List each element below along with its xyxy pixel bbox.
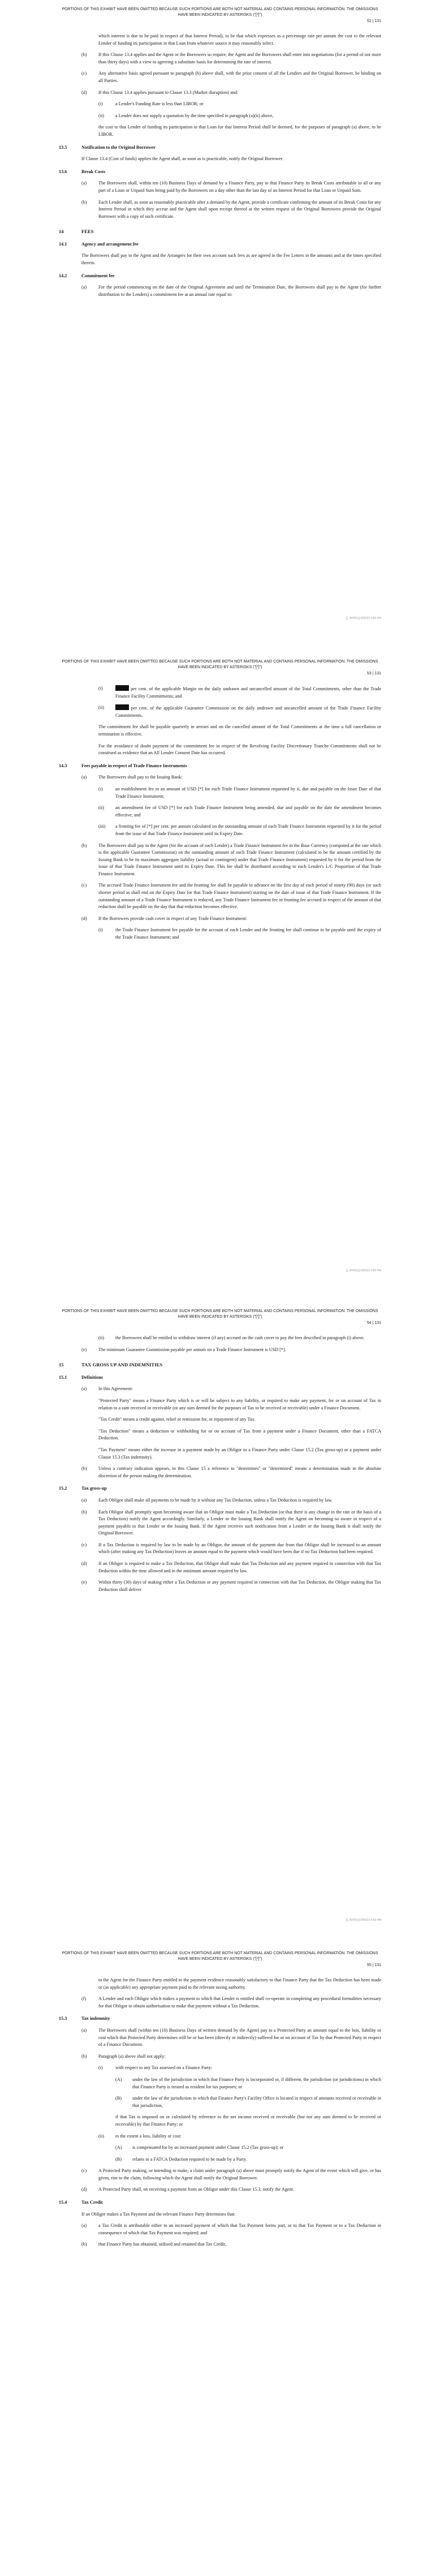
paragraph: The Borrowers shall pay to the Agent and the Arrangers for their own account such fees as are agreed in the Fee Letters in the amounts and at the times specified therein. xyxy=(81,253,381,266)
redaction-block xyxy=(115,704,129,710)
list-item: (B) under the law of the jurisdiction in which that Finance Party's Facility Office is located in respect of amounts received or receivable in that jurisdiction, xyxy=(115,2096,381,2108)
list-item: (ii) an amendment fee of USD [*] for each Trade Finance Instrument being amended, due and payable on the date the amendment becomes effective; and xyxy=(98,805,381,818)
redaction-block xyxy=(115,685,129,691)
page-content xyxy=(59,1977,381,2253)
list-item: (e) The minimum Guarantee Commission payable per annum on a Trade Finance Instrument is USD [*]. xyxy=(81,1347,286,1352)
paragraph: If Clause 13.4 (Cost of funds) applies the Agent shall, as soon as is practicable, notify the Original Borrower. xyxy=(81,156,283,162)
section-heading: 15.4 Tax Credit xyxy=(59,2200,103,2205)
list-item: (b) If this Clause 13.4 applies and the Agent or the Borrowers so require, the Agent and the Borrowers shall enter into negotiations (for a period of not more than thirty days) with a view to agreeing a substitute basis for determining the rate of interest. xyxy=(81,52,381,64)
page-number: 54 | 131 xyxy=(366,1321,381,1325)
list-item: (b) Each Obligor shall promptly upon becoming aware that an Obligor must make a Tax Deduction (or that there is any change in the rate or the basis of a Tax Deduction) notify the Agent accordingly. Similarly, a Lender or the Issuing Bank shall notify the Agent on becoming so aware in respect of a payment payable to that Lender or the Issuing Bank. If the Agent receives such notification from a Lender or the Issuing Bank it shall notify the Original Borrower. xyxy=(81,1509,381,1536)
list-item: (A) is compensated for by an increased payment under Clause 15.2 (Tax gross-up); or xyxy=(115,2145,284,2151)
list-item: (a) The Borrowers shall pay to the Issuing Bank: xyxy=(81,775,183,780)
redaction-notice-header: PORTIONS OF THIS EXHIBIT HAVE BEEN OMITTED BECAUSE SUCH PORTIONS ARE BOTH NOT MATERIAL AND CONTAINS PERSONAL INFORMATION. THE OMISSIONS HAVE BEEN INDICATED BY ASTERISKS ("[*]") xyxy=(62,1951,378,1961)
paragraph: which interest is due to be paid in respect of that Interest Period), to be that which expresses as a percentage rate per annum the cost to the relevant Lender of funding its participation in that Loan from whatever source it may reasonably select. xyxy=(98,33,381,46)
document-page xyxy=(0,0,440,628)
document-page xyxy=(0,1302,440,1930)
page-number: 53 | 131 xyxy=(366,672,381,676)
paragraph: to the Agent for the Finance Party entitled to the payment evidence reasonably satisfactory to that Finance Party that the Tax Deduction has been made or (as applicable) any appropriate payment paid to the relevant taxing authority. xyxy=(98,1977,381,1990)
list-item: (a) a Tax Credit is attributable either to an increased payment of which that Tax Payment forms part, or to that Tax Payment or to a Tax Deduction in consequence of which that Tax Payment was required; and xyxy=(81,2223,381,2235)
document-page xyxy=(0,652,440,1280)
list-item: (b) Unless a contrary indication appears, in this Clause 15 a reference to "determines" or "determined" means a determination made in the absolute discretion of the person making the determination. xyxy=(81,1466,381,1478)
redaction-notice-header: PORTIONS OF THIS EXHIBIT HAVE BEEN OMITTED BECAUSE SUCH PORTIONS ARE BOTH NOT MATERIAL AND CONTAINS PERSONAL INFORMATION. THE OMISSIONS HAVE BEEN INDICATED BY ASTERISKS ("[*]") xyxy=(62,660,378,669)
paragraph: For the avoidance of doubt payment of the commitment fee in respect of the Revolving Facility Discretionary Tranche Commitments shall not be construed as evidence that an All Lender Consent Date has occurred. xyxy=(98,743,381,756)
list-item: (d) If the Borrowers provide cash cover in respect of any Trade Finance Instrument: xyxy=(81,915,247,921)
list-item: (c) A Protected Party making, or intending to make, a claim under paragraph (a) above must promptly notify the Agent of the event which will give, or has given, rise to the claim, following which the Agent shall notify the Original Borrower. xyxy=(81,2168,381,2181)
list-item: (ii) a Lender does not supply a quotation by the time specified in paragraph (a)(ii) above, xyxy=(98,113,274,118)
section-heading: 14.1 Agency and arrangement fee xyxy=(59,241,139,247)
list-item: (i) an establishment fee in an amount of USD [*] for each Trade Finance Instrument requested by it, due and payable on the Issue Date of that Trade Finance Instrument; xyxy=(98,786,381,799)
redaction-notice-header: PORTIONS OF THIS EXHIBIT HAVE BEEN OMITTED BECAUSE SUCH PORTIONS ARE BOTH NOT MATERIAL AND CONTAINS PERSONAL INFORMATION. THE OMISSIONS HAVE BEEN INDICATED BY ASTERISKS ("[*]") xyxy=(62,1309,378,1319)
list-item: (a) In this Agreement: xyxy=(81,1386,133,1392)
list-item: (d) If this Clause 13.4 applies pursuant to Clause 13.3 (Market disruption) and: xyxy=(81,89,239,95)
list-item: (b) Paragraph (a) above shall not apply: xyxy=(81,2053,166,2059)
footer-reference: [[_4XFDL]] 9/06/23 4:50 PM xyxy=(346,617,381,620)
definition: "Tax Credit" means a credit against, relief or remission for, or repayment of any Tax. xyxy=(98,1417,256,1422)
list-item: (ii) the Borrowers shall be entitled to withdraw interest (if any) accrued on the cash cover to pay the fees described in paragraph (i) above. xyxy=(98,1335,365,1340)
list-item: (a) The Borrowers shall (within ten (10) Business Days of written demand by the Agent) pay to a Protected Party an amount equal to the loss, liability or cost which that Protected Party determines will be or has been (directly or indirectly) suffered for or on account of Tax by that Protected Party in respect of a Finance Document. xyxy=(81,2027,381,2048)
list-item: (i) a Lender's Funding Rate is less than LIBOR; or xyxy=(98,101,204,107)
section-heading: 15.3 Tax indemnity xyxy=(59,2016,110,2022)
list-item: (d) A Protected Party shall, on receiving a payment from an Obligor under this Clause 15.3, notify the Agent. xyxy=(81,2187,294,2192)
section-heading: 13.6 Break Costs xyxy=(59,169,106,174)
list-item: (i) per cent. of the applicable Margin on the daily undrawn and uncancelled amount of the Total Commitments, other than the Trade Finance Facility Commitments; and xyxy=(98,686,381,699)
list-item: (a) Each Obligor shall make all payments to be made by it without any Tax Deduction, unless a Tax Deduction is required by law. xyxy=(81,1497,333,1503)
list-item: (B) relates to a FATCA Deduction required to be made by a Party. xyxy=(115,2156,247,2162)
footer-reference: [[_4XFDL]] 9/06/23 4:50 PM xyxy=(346,1269,381,1272)
list-item: (i) the Trade Finance Instrument fee payable for the account of each Lender and the fronting fee shall continue to be payable until the expiry of the Trade Finance Instrument; and xyxy=(98,927,381,940)
page-content xyxy=(59,33,381,303)
definition: "Protected Party" means a Finance Party which is or will be subject to any liability, or required to make any payment, for or on account of Tax in relation to a sum received or receivable (or any sum deemed for the purposes of Tax to be received or receivable) under a Finance Document. xyxy=(98,1397,381,1410)
list-item: (b) The Borrowers shall pay to the Agent (for the account of each Lender) a Trade Finance Instrument fee in the Base Currency (computed at the rate which is the applicable Guarantee Commission) on the outstanding amount of each Trade Finance Instrument (calculated to be the amount certified by the Issuing Bank to be its maximum aggregate liability (actual or contingent) under that Trade Finance Instrument) requested by it for the period from the issue of that Trade Finance Instrument until its Expiry Date. This fee shall be distributed according to each Lender's L/C Proportion of that Trade Finance Instrument. xyxy=(81,842,381,876)
page-number: 52 | 131 xyxy=(366,19,381,23)
list-item: (f) A Lender and each Obligor which makes a payment to which that Lender is entitled shall co-operate in completing any procedural formalities necessary for that Obligor to obtain authorisation to make that payment without a Tax Deduction. xyxy=(81,1996,381,2009)
list-item: (e) Within thirty (30) days of making either a Tax Deduction or any payment required in connection with that Tax Deduction, the Obligor making that Tax Deduction shall deliver xyxy=(81,1580,381,1592)
page-content xyxy=(59,685,381,946)
list-item: (iii) a fronting fee of [*] per cent. per annum calculated on the outstanding amount of each Trade Finance Instrument requested by it for the period from the issue of that Trade Finance Instrument until its Expiry Date. xyxy=(98,824,381,836)
clause-heading: 15 TAX GROSS UP AND INDEMNITIES xyxy=(59,1362,163,1368)
page-content xyxy=(59,1335,381,1598)
section-heading: 13.5 Notification to the Original Borrower xyxy=(59,144,156,150)
list-item: (A) under the law of the jurisdiction in which that Finance Party is incorporated or, if different, the jurisdiction (or jurisdictions) in which that Finance Party is treated as resident for tax purposes; or xyxy=(115,2076,381,2089)
redaction-notice-header: PORTIONS OF THIS EXHIBIT HAVE BEEN OMITTED BECAUSE SUCH PORTIONS ARE BOTH NOT MATERIAL AND CONTAINS PERSONAL INFORMATION. THE OMISSIONS HAVE BEEN INDICATED BY ASTERISKS ("[*]") xyxy=(62,7,378,17)
section-heading: 14.2 Commitment fee xyxy=(59,273,115,278)
list-item: (c) If a Tax Deduction is required by law to be made by an Obligor, the amount of the payment due from that Obligor shall be increased to an amount which (after making any Tax Deduction) leaves an amount equal to the payment which would have been due if no Tax Deduction had been required. xyxy=(81,1542,381,1555)
definition: "Tax Payment" means either the increase in a payment made by an Obligor to a Finance Party under Clause 15.2 (Tax gross-up) or a payment under Clause 15.3 (Tax indemnity). xyxy=(98,1447,381,1460)
clause-heading: 14 FEES xyxy=(59,229,94,235)
section-heading: 14.3 Fees payable in respect of Trade Finance Instruments xyxy=(59,763,187,768)
list-item: (c) The accrued Trade Finance Instrument fee and the fronting fee shall be payable in advance on the first day of each period of ninety (90) days (or such shorter period as shall end on the Expiry Date for that Trade Finance Instrument) starting on the date of issue of that Trade Finance Instrument. If the outstanding amount of a Trade Finance Instrument is reduced, any Trade Finance Instrument fee or fronting fee accrued in respect of the amount of that reduction shall be payable on the day that that reduction becomes effective. xyxy=(81,883,381,910)
paragraph: The commitment fee shall be payable quarterly in arrears and on the cancelled amount of the Total Commitments at the time a full cancellation or termination is effective. xyxy=(98,724,381,737)
document-page xyxy=(0,1944,440,2576)
paragraph: If an Obligor makes a Tax Payment and the relevant Finance Party determines that: xyxy=(81,2211,236,2217)
page-number: 55 | 131 xyxy=(366,1963,381,1967)
list-item: (i) with respect to any Tax assessed on a Finance Party: xyxy=(98,2065,213,2071)
list-item: (a) The Borrowers shall, within ten (10) Business Days of demand by a Finance Party, pay to that Finance Party its Break Costs attributable to all or any part of a Loan or Unpaid Sum being paid by the Borrowers on a day other than the last day of an Interest Period for that Loan or Unpaid Sum. xyxy=(81,180,381,193)
section-heading: 15.2 Tax gross-up xyxy=(59,1486,107,1491)
definition: "Tax Deduction" means a deduction or withholding for or on account of Tax from a payment under a Finance Document, other than a FATCA Deduction. xyxy=(98,1428,381,1441)
list-item: (ii) per cent. of the applicable Guarantee Commission on the daily undrawn and uncancelled amount of the Trade Finance Facility Commitments. xyxy=(98,705,382,718)
list-item: (ii) to the extent a loss, liability or cost: xyxy=(98,2133,182,2139)
paragraph: the cost to that Lender of funding its participation in that Loan for that Interest Period shall be deemed, for the purposes of paragraph (a) above, to be LIBOR. xyxy=(98,124,381,137)
list-item: (c) Any alternative basis agreed pursuant to paragraph (b) above shall, with the prior consent of all the Lenders and the Original Borrower, be binding on all Parties. xyxy=(81,71,381,83)
section-heading: 15.1 Definitions xyxy=(59,1374,103,1380)
list-item: (d) If an Obligor is required to make a Tax Deduction, that Obligor shall make that Tax Deduction and any payment required in connection with that Tax Deduction within the time allowed and in the minimum amount required by law. xyxy=(81,1561,381,1573)
footer-reference: [[_4XFDL]] 9/06/23 4:50 PM xyxy=(346,1919,381,1922)
list-item: (b) that Finance Party has obtained, utilised and retained that Tax Credit, xyxy=(81,2242,227,2247)
list-item: (b) Each Lender shall, as soon as reasonably practicable after a demand by the Agent, provide a certificate confirming the amount of its Break Costs for any Interest Period in which they accrue and the Agent shall upon receipt thereof at the written request of the Original Borrowers provide the Original Borrower with a copy of such certificate. xyxy=(81,199,381,219)
paragraph: if that Tax is imposed on or calculated by reference to the net income received or receivable (but not any sum deemed to be received or receivable) by that Finance Party; or xyxy=(115,2114,381,2127)
list-item: (a) For the period commencing on the date of the Original Agreement and until the Termination Date, the Borrowers shall pay to the Agent (for further distribution to the Lenders) a commitment fee at an annual rate equal to: xyxy=(81,285,381,297)
